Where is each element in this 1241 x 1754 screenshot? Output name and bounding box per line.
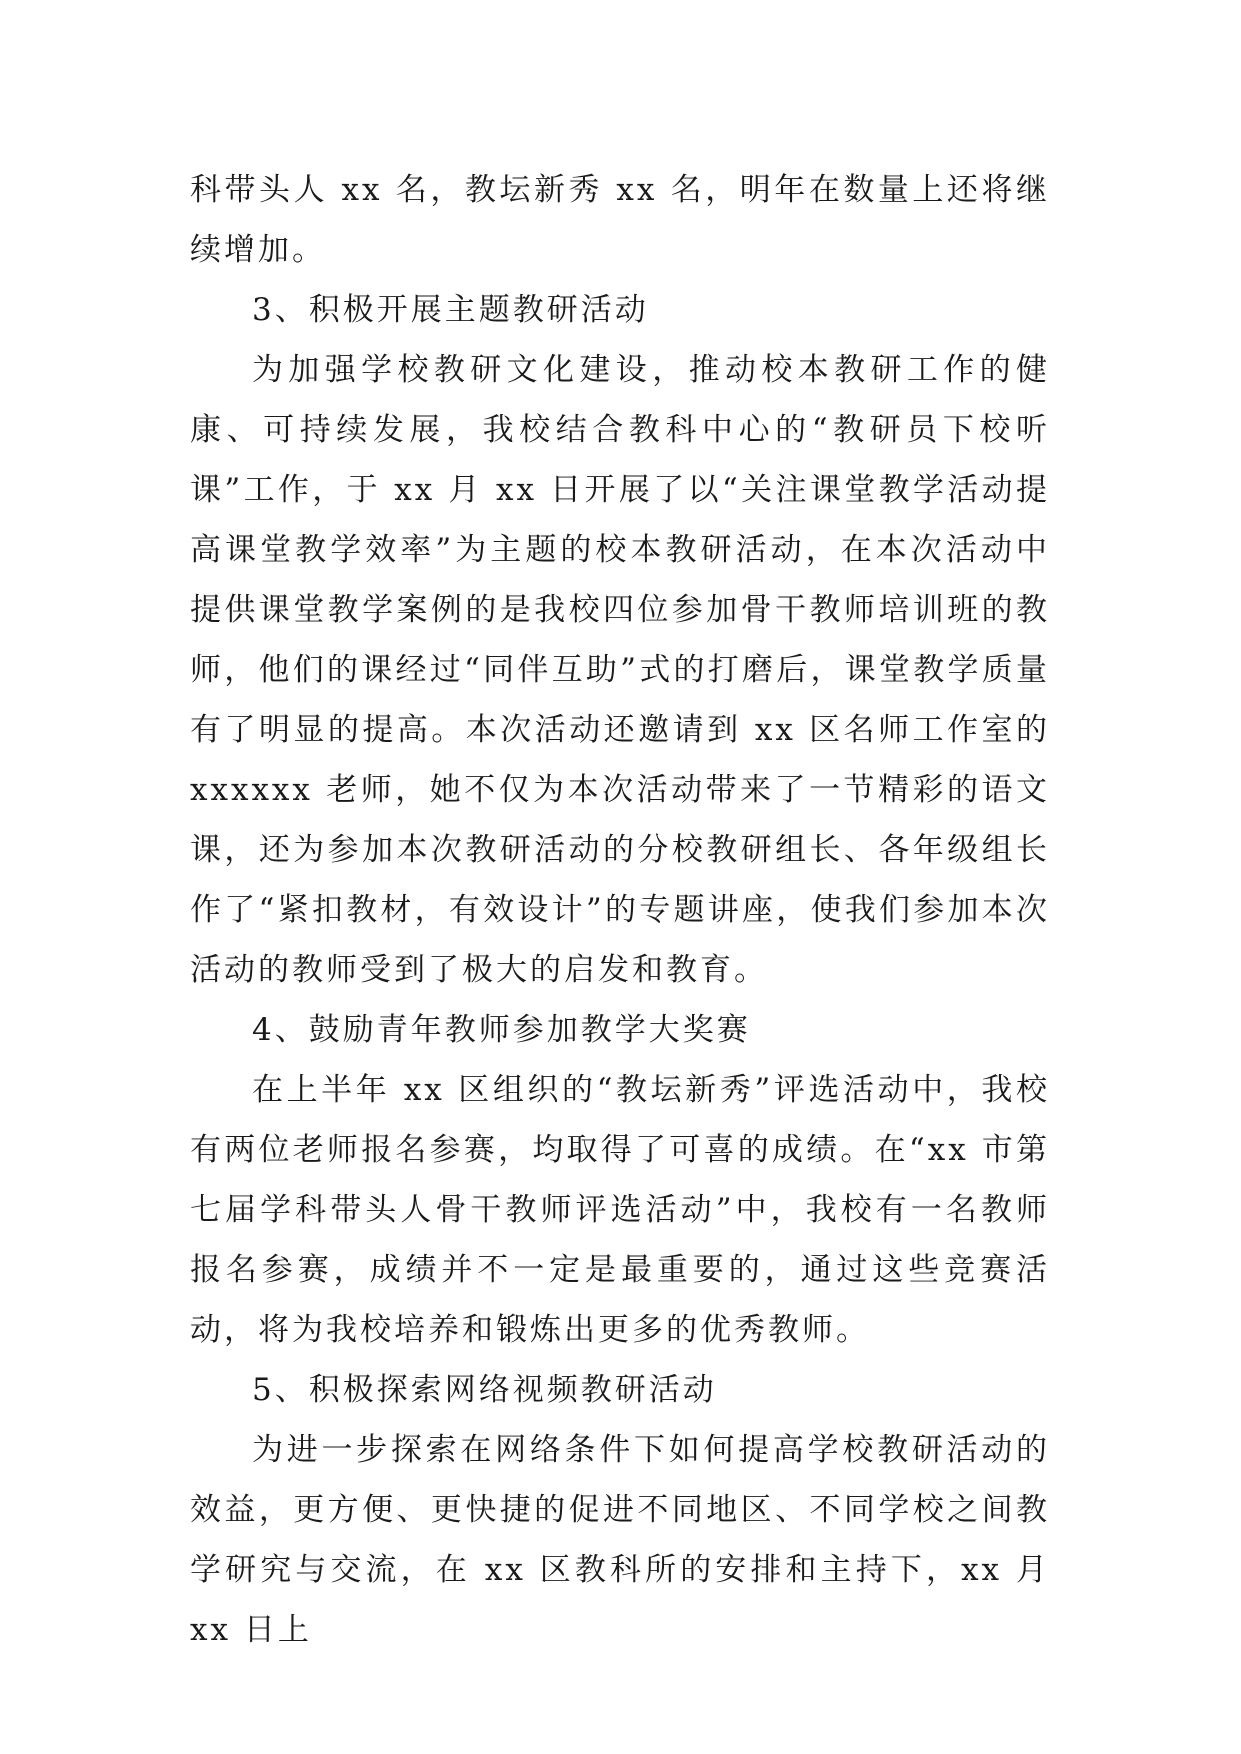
document-body [190,160,1050,1660]
section-heading-3: 3、积极开展主题教研活动 [252,292,649,328]
section-heading-4: 4、鼓励青年教师参加教学大奖赛 [252,1012,751,1048]
paragraph-section-5: 为进一步探索在网络条件下如何提高学校教研活动的效益，更方便、更快捷的促进不同地区、不同学校之间教学研究与交流，在 xx 区教科所的安排和主持下，xx 月 xx 日上 [190,1432,1050,1648]
paragraph-continuation: 科带头人 xx 名，教坛新秀 xx 名，明年在数量上还将继续增加。 [190,172,1050,268]
section-heading-5: 5、积极探索网络视频教研活动 [252,1372,717,1408]
paragraph-section-3: 为加强学校教研文化建设，推动校本教研工作的健康、可持续发展，我校结合教科中心的“教研员下校听课”工作，于 xx 月 xx 日开展了以“关注课堂教学活动提高课堂教学效率”为主题的校本教研活动，在本次活动中提供课堂教学案例的是我校四位参加骨干教师培训班的教师，他们的课经过“同伴互助”式的打磨后，课堂教学质量有了明显的提高。本次活动还邀请到 xx 区名师工作室的 xxxxxx 老师，她不仅为本次活动带来了一节精彩的语文课，还为参加本次教研活动的分校教研组长、各年级组长作了“紧扣教材，有效设计”的专题讲座，使我们参加本次活动的教师受到了极大的启发和教育。 [190,352,1050,988]
paragraph-section-4: 在上半年 xx 区组织的“教坛新秀”评选活动中，我校有两位老师报名参赛，均取得了可喜的成绩。在“xx 市第七届学科带头人骨干教师评选活动”中，我校有一名教师报名参赛，成绩并不一定是最重要的，通过这些竞赛活动，将为我校培养和锻炼出更多的优秀教师。 [190,1072,1050,1348]
